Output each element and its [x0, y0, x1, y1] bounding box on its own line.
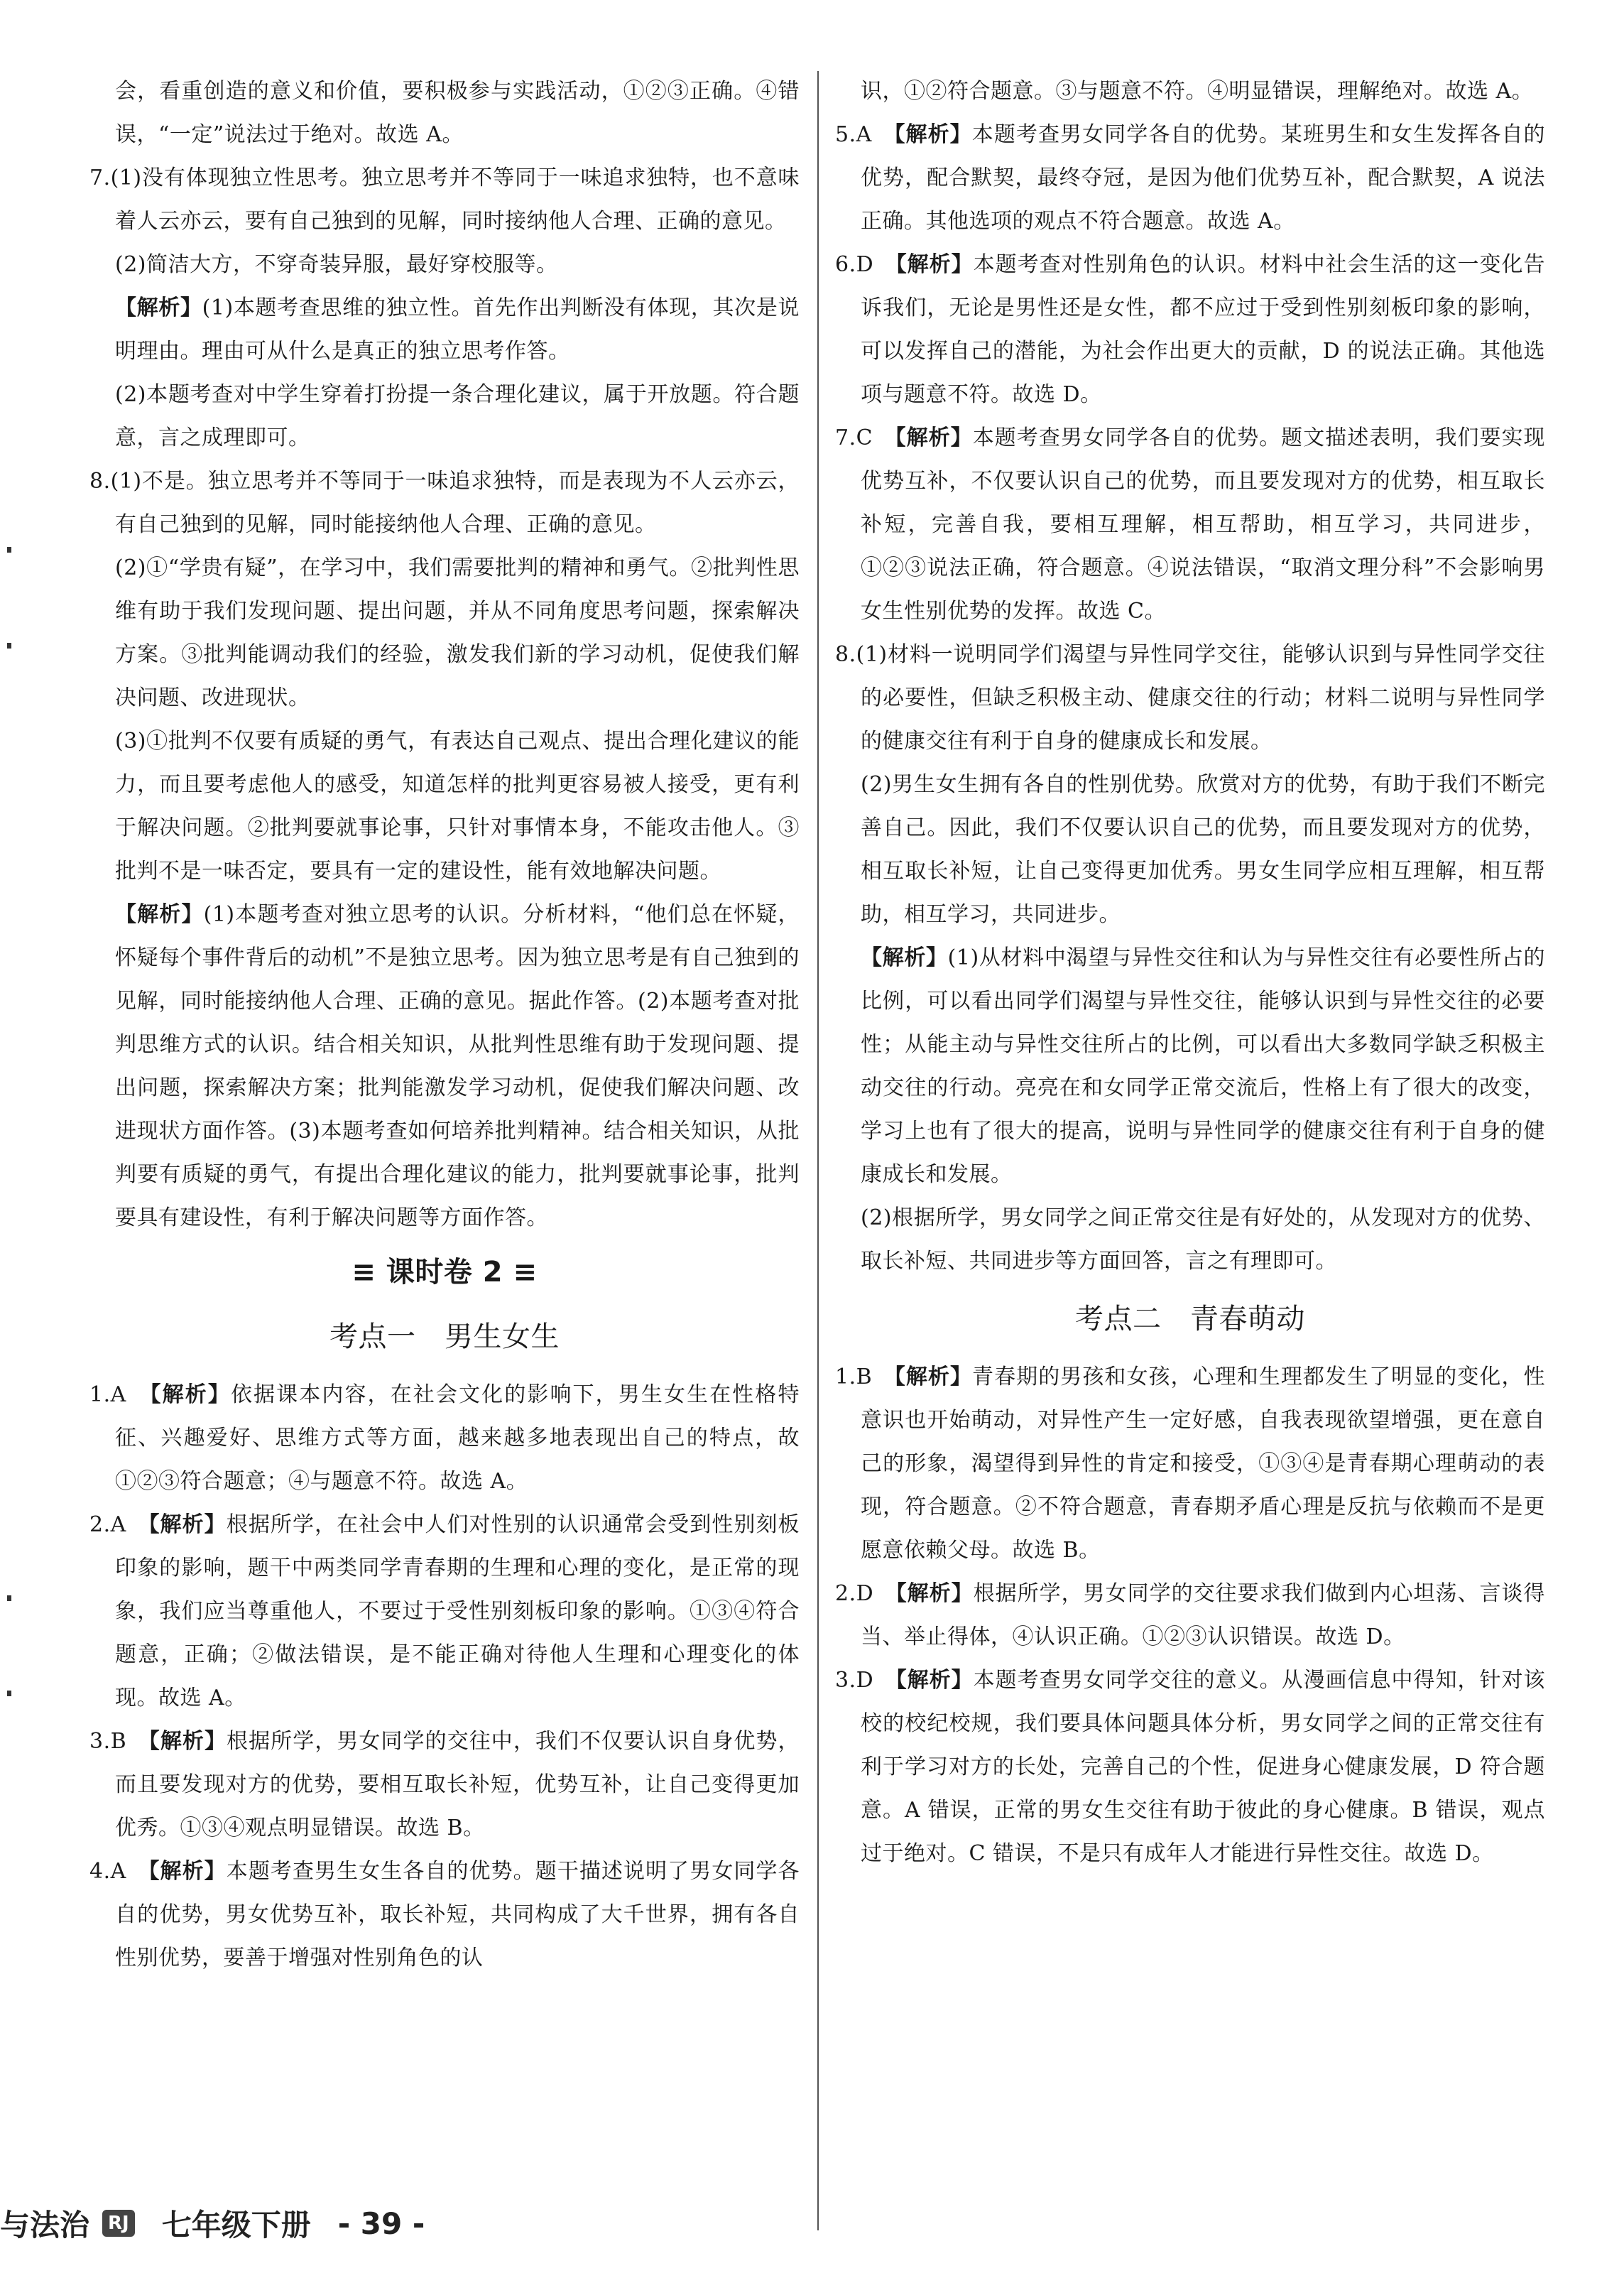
item-text: 本题考查男女同学各自的优势。题文描述表明，我们要实现优势互补，不仅要认识自己的优势，而且要发现对方的优势，相互取长补短，完善自我，要相互理解，相互帮助，相互学习，共同进步，①②③说法正确，符合题意。④说法错误，“取消文理分科”不会影响男女生性别优势的发挥。故选 C。 [861, 425, 1546, 624]
footer-grade: 七年级下册 [161, 2208, 311, 2242]
item-number: 1.A [89, 1382, 126, 1407]
item-8-part1: 8.(1)材料一说明同学们渴望与异性同学交往，能够认识到与异性同学交往的必要性，但缺乏积极主动、健康交往的行动；材料二说明与异性同学的健康交往有利于自身的健康成长和发展。 [835, 642, 1545, 754]
analysis-tag: 【解析】 [895, 252, 974, 277]
explanation-text: (1)本题考查对独立思考的认识。分析材料，“他们总在怀疑，怀疑每个事件背后的动机”不是独立思考。因为独立思考是有自己独到的见解，同时能接纳他人合理、正确的意见。据此作答。(2)本题考查对批判思维方式的认识。结合相关知识，从批判性思维有助于发现问题、提出问题，探索解决方案；批判能激发学习动机，促使我们解决问题、改进现状方面作答。(3)本题考查如何培养批判精神。结合相关知识，从批判要有质疑的勇气，有提出合理化建议的能力，批判要就事论事，批判要具有建设性，有利于解决问题等方面作答。 [115, 902, 800, 1230]
item-number: 3.B [89, 1729, 127, 1754]
answer-8-explanation [89, 893, 800, 1239]
item-number: 2.D [835, 1581, 874, 1606]
explanation-text: (1)本题考查思维的独立性。首先作出判断没有体现，其次是说明理由。理由可从什么是真正的独立思考作答。 [115, 295, 800, 364]
item-2 [89, 1503, 800, 1720]
footer-subject: 与法治 [0, 2208, 90, 2242]
item-number: 1.B [835, 1365, 873, 1389]
left-continuation: 会，看重创造的意义和价值，要积极参与实践活动，①②③正确。④错误，“一定”说法过于绝对。故选 A。 [115, 79, 800, 147]
analysis-tag: 【解析】 [894, 1365, 973, 1389]
analysis-tag: 【解析】 [894, 122, 972, 147]
item-text: 青春期的男孩和女孩，心理和生理都发生了明显的变化，性意识也开始萌动，对异性产生一定好感，自我表现欲望增强，更在意自己的形象，渴望得到异性的肯定和接受，①③④是青春期心理萌动的表现，符合题意。②不符合题意，青春期矛盾心理是反抗与依赖而不是更愿意依赖父母。故选 B。 [861, 1365, 1546, 1563]
scan-edge-mark [7, 1691, 11, 1696]
scan-edge-mark [7, 1595, 11, 1601]
item-c1 [835, 1355, 1545, 1572]
analysis-tag: 【解析】 [895, 1668, 974, 1693]
topic-title-2: 考点二 青春萌动 [1075, 1303, 1305, 1335]
answer-7-part1: 7.(1)没有体现独立性思考。独立思考并不等同于一味追求独特，也不意味着人云亦云，要有自己独到的见解，同时接纳他人合理、正确的意见。 [89, 166, 800, 234]
scan-edge-mark [7, 547, 11, 553]
item-text: 本题考查对性别角色的认识。材料中社会生活的这一变化告诉我们，无论是男性还是女性，都不应过于受到性别刻板印象的影响，可以发挥自己的潜能，为社会作出更大的贡献，D 的说法正确。其他选项与题意不符。故选 D。 [861, 252, 1546, 407]
analysis-tag: 【解析】 [148, 1729, 227, 1754]
item-number: 2.A [89, 1512, 126, 1537]
page-footer [0, 2198, 425, 2248]
analysis-tag: 【解析】 [895, 1581, 974, 1606]
item-1 [89, 1373, 800, 1503]
analysis-tag: 【解析】 [148, 1859, 227, 1884]
answer-8-part3: (3)①批判不仅要有质疑的勇气，有表达自己观点、提出合理化建议的能力，而且要考虑他人的感受，知道怎样的批判更容易被人接受，更有利于解决问题。②批判要就事论事，只针对事情本身，不能攻击他人。③批判不是一味否定，要具有一定的建设性，能有效地解决问题。 [115, 729, 800, 884]
analysis-tag: 【解析】 [148, 1512, 227, 1537]
right-continuation: 识，①②符合题意。③与题意不符。④明显错误，理解绝对。故选 A。 [861, 79, 1534, 104]
page-number: - 39 - [337, 2206, 425, 2241]
answer-7-explanation [89, 286, 800, 373]
item-6 [835, 243, 1545, 416]
analysis-tag: 【解析】 [895, 425, 973, 450]
item-text: 本题考查男女同学各自的优势。某班男生和女生发挥各自的优势，配合默契，最终夺冠，是因为他们优势互补，配合默契，A 说法正确。其他选项的观点不符合题意。故选 A。 [861, 122, 1546, 234]
analysis-tag: 【解析】 [861, 945, 948, 970]
edition-badge: RJ [102, 2210, 135, 2237]
explanation-text: (1)从材料中渴望与异性交往和认为与异性交往有必要性所占的比例，可以看出同学们渴望与异性交往，能够认识到与异性交往的必要性；从能主动与异性交往所占的比例，可以看出大多数同学缺乏积极主动交往的行动。亮亮在和女同学正常交流后，性格上有了很大的改变，学习上也有了很大的提高，说明与异性同学的健康交往有利于自身的健康成长和发展。 [861, 945, 1545, 1187]
item-8-part2: (2)男生女生拥有各自的性别优势。欣赏对方的优势，有助于我们不断完善自己。因此，我们不仅要认识自己的优势，而且要发现对方的优势，相互取长补短，让自己变得更加优秀。男女生同学应相互理解，相互帮助，相互学习，共同进步。 [861, 772, 1545, 927]
item-c3 [835, 1659, 1545, 1875]
item-3 [89, 1720, 800, 1850]
analysis-tag: 【解析】 [115, 902, 204, 927]
topic-title-1: 考点一 男生女生 [329, 1320, 560, 1353]
item-7 [835, 416, 1545, 633]
item-text: 根据所学，男女同学的交往要求我们做到内心坦荡、言谈得当、举止得体，④认识正确。①②③认识错误。故选 D。 [861, 1581, 1546, 1649]
item-number: 4.A [89, 1859, 126, 1884]
item-text: 根据所学，男女同学的交往中，我们不仅要认识自身优势，而且要发现对方的优势，要相互取长补短，优势互补，让自己变得更加优秀。①③④观点明显错误。故选 B。 [115, 1729, 800, 1840]
item-number: 3.D [835, 1668, 874, 1693]
item-number: 7.C [835, 425, 873, 450]
left-column [89, 70, 800, 1980]
section-title: ≡ 课时卷 2 ≡ [351, 1256, 538, 1289]
answer-7-explanation-2: (2)本题考查对中学生穿着打扮提一条合理化建议，属于开放题。符合题意，言之成理即可。 [115, 382, 800, 450]
right-column [835, 70, 1545, 1875]
item-text: 根据所学，在社会中人们对性别的认识通常会受到性别刻板印象的影响，题干中两类同学青春期的生理和心理的变化，是正常的现象，我们应当尊重他人，不要过于受性别刻板印象的影响。①③④符合题意，正确；②做法错误，是不能正确对待他人生理和心理变化的体现。故选 A。 [115, 1512, 800, 1710]
item-8-explanation [835, 936, 1545, 1196]
item-number: 6.D [835, 252, 874, 277]
analysis-tag: 【解析】 [150, 1382, 231, 1407]
scan-edge-mark [7, 643, 11, 649]
item-text: 本题考查男女同学交往的意义。从漫画信息中得知，针对该校的校纪校规，我们要具体问题具体分析，男女同学之间的正常交往有利于学习对方的长处，完善自己的个性，促进身心健康发展，D 符合题意。A 错误，正常的男女生交往有助于彼此的身心健康。B 错误，观点过于绝对。C 错误，不是只有成年人才能进行异性交往。故选 D。 [861, 1668, 1546, 1866]
answer-8-part2: (2)①“学贵有疑”，在学习中，我们需要批判的精神和勇气。②批判性思维有助于我们发现问题、提出问题，并从不同角度思考问题，探索解决方案。③批判能调动我们的经验，激发我们新的学习动机，促使我们解决问题、改进现状。 [115, 555, 800, 710]
item-8-explanation-2: (2)根据所学，男女同学之间正常交往是有好处的，从发现对方的优势、取长补短、共同进步等方面回答，言之有理即可。 [861, 1205, 1545, 1274]
answer-7-part2: (2)简洁大方，不穿奇装异服，最好穿校服等。 [115, 252, 558, 277]
answer-8-part1: 8.(1)不是。独立思考并不等同于一味追求独特，而是表现为不人云亦云，有自己独到的见解，同时能接纳他人合理、正确的意见。 [89, 469, 800, 537]
analysis-tag: 【解析】 [115, 295, 202, 320]
column-divider [817, 71, 819, 2230]
item-number: 5.A [835, 122, 872, 147]
item-5 [835, 113, 1545, 243]
item-text: 依据课本内容，在社会文化的影响下，男生女生在性格特征、兴趣爱好、思维方式等方面，越来越多地表现出自己的特点，故①②③符合题意；④与题意不符。故选 A。 [115, 1382, 800, 1494]
item-text: 本题考查男生女生各自的优势。题干描述说明了男女同学各自的优势，男女优势互补，取长补短，共同构成了大千世界，拥有各自性别优势，要善于增强对性别角色的认 [115, 1859, 800, 1970]
item-c2 [835, 1572, 1545, 1659]
item-4 [89, 1850, 800, 1980]
